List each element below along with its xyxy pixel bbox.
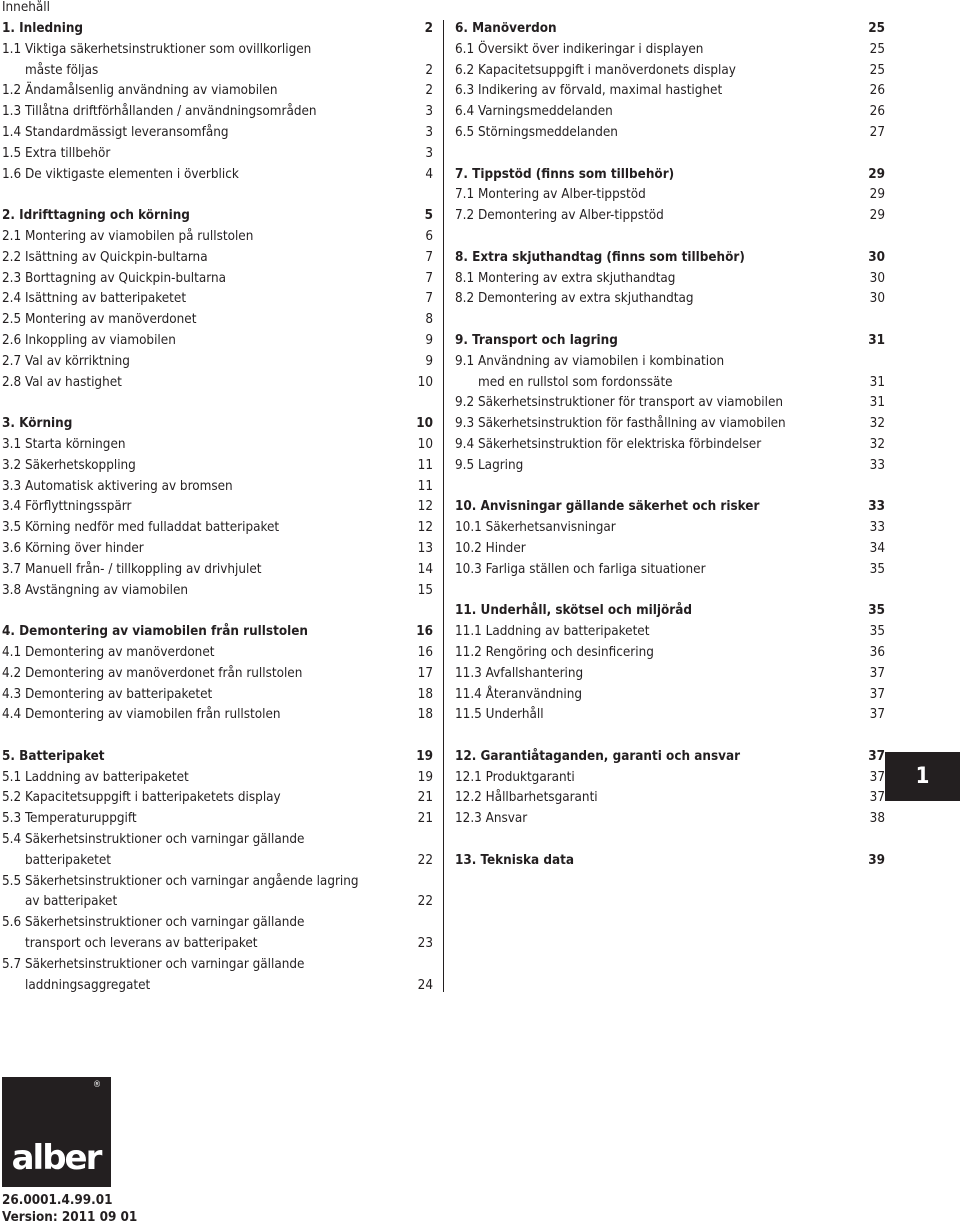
toc-entry-title [2,872,393,914]
toc-chapter-title: 10. Anvisningar gällande säkerhet och risker [455,499,760,515]
toc-page-number: 11 [417,457,433,473]
toc-entry-title: 12.2 Hållbarhetsgaranti [455,790,598,806]
toc-page-number: 16 [417,644,433,660]
toc-entry-title: 9.4 Säkerhetsinstruktion för elektriska förbindelser [455,436,762,452]
toc-page-number: 30 [869,270,885,286]
toc-entry[interactable] [455,788,885,809]
toc-page-number: 17 [417,665,433,681]
toc-page-number: 18 [417,686,433,702]
toc-page-number: 35 [869,624,885,640]
toc-chapter-title: 13. Tekniska data [455,852,574,868]
toc-section [2,19,442,185]
toc-entry-title: 12.1 Produktgaranti [455,769,575,785]
toc-entry[interactable] [455,643,885,664]
toc-entry[interactable] [455,393,885,414]
toc-page-number: 5 [424,208,433,224]
toc-entry[interactable] [2,269,442,290]
toc-chapter-title: 11. Underhåll, skötsel och miljöråd [455,603,692,619]
toc-page-number: 3 [425,145,433,161]
toc-page-number: 7 [425,291,433,307]
toc-entry-title [2,40,393,82]
toc-entry[interactable] [455,269,885,290]
toc-entry-title-line1: 5.7 Säkerhetsinstruktioner och varningar gällande [2,956,305,972]
toc-entry-title: 9.2 Säkerhetsinstruktioner för transport av viamobilen [455,395,784,411]
toc-entry-title: 8.2 Demontering av extra skjuthandtag [455,291,694,307]
toc-entry-title [2,955,393,997]
document-meta [2,1192,137,1226]
toc-entry[interactable] [455,539,885,560]
toc-entry[interactable] [455,685,885,706]
toc-page-number: 37 [868,748,885,764]
toc-page-number: 2 [424,21,433,36]
toc-entry-title: 2.4 Isättning av batteripaketet [2,291,187,307]
toc-entry-title: 5.2 Kapacitetsuppgift i batteripaketets display [2,790,281,806]
toc-chapter-title: 1. Inledning [2,21,84,36]
toc-entry[interactable] [2,809,442,830]
toc-entry-title: 7.1 Montering av Alber-tippstöd [455,187,646,203]
toc-page-number: 26 [869,104,885,120]
toc-entry-title: 2.7 Val av körriktning [2,353,130,369]
toc-entry[interactable] [455,560,885,581]
toc-chapter-heading[interactable] [455,497,885,518]
toc-entry-title: 1.2 Ändamålsenlig användning av viamobilen [2,83,278,99]
toc-entry-title-line2: måste följas [25,62,99,78]
toc-entry-title: 11.1 Laddning av batteripaketet [455,624,650,640]
toc-page-number: 32 [869,416,885,432]
toc-entry-title-line2: laddningsaggregatet [25,977,151,993]
toc-entry[interactable] [455,768,885,789]
toc-entry[interactable] [2,664,442,685]
toc-entry-title: 2.6 Inkoppling av viamobilen [2,332,176,348]
toc-entry[interactable] [455,185,885,206]
toc-chapter-heading[interactable] [2,19,442,40]
toc-page-number: 10 [417,374,433,390]
toc-section [2,206,442,393]
page-title: Innehåll [2,0,50,15]
toc-entry[interactable] [2,144,442,165]
toc-entry-title-line2: med en rullstol som fordonssäte [478,374,673,390]
toc-page-number: 18 [417,707,433,723]
toc-entry-title: 11.4 Återanvändning [455,686,583,702]
toc-page-number: 24 [417,977,433,993]
toc-page-number: 23 [417,936,433,952]
toc-entry-title: 8.1 Montering av extra skjuthandtag [455,270,676,286]
toc-entry[interactable] [2,560,442,581]
toc-entry-title-line1: 1.1 Viktiga säkerhetsinstruktioner som ovillkorligen [2,41,312,57]
toc-page-number: 37 [869,790,885,806]
toc-entry-title: 9.5 Lagring [455,457,524,473]
toc-entry-title: 1.5 Extra tillbehör [2,145,111,161]
toc-chapter-heading[interactable] [455,601,885,622]
toc-entry-title: 6.3 Indikering av förvald, maximal hastighet [455,83,723,99]
toc-page-number: 31 [868,332,885,348]
toc-entry[interactable] [455,456,885,477]
toc-page-number: 30 [869,291,885,307]
toc-entry-title: 3.3 Automatisk aktivering av bromsen [2,478,233,494]
toc-entry-title: 3.1 Starta körningen [2,436,126,452]
toc-entry[interactable] [2,830,442,872]
toc-entry-title: 2.1 Montering av viamobilen på rullstolen [2,228,254,244]
toc-section [455,248,885,310]
toc-page-number: 38 [869,811,885,827]
toc-page-number: 12 [417,520,433,536]
toc-page-number: 9 [425,332,433,348]
toc-page-number: 2 [425,83,433,99]
toc-entry[interactable] [2,518,442,539]
toc-entry[interactable] [455,206,885,227]
toc-page-number: 11 [417,478,433,494]
toc-page-number: 33 [869,457,885,473]
toc-page-number: 2 [425,62,433,78]
toc-page-number: 34 [869,540,885,556]
toc-page-number: 15 [417,582,433,598]
toc-entry[interactable] [2,643,442,664]
toc-entry-title: 11.3 Avfallshantering [455,665,584,681]
toc-chapter-title: 2. Idrifttagning och körning [2,208,190,224]
toc-entry-title-line2: batteripaketet [25,852,111,868]
toc-chapter-heading[interactable] [455,165,885,186]
toc-page-number: 29 [868,166,885,182]
toc-entry[interactable] [2,165,442,186]
toc-chapter-title: 9. Transport och lagring [455,332,618,348]
toc-entry[interactable] [2,352,442,373]
toc-entry-title: 2.5 Montering av manöverdonet [2,312,197,328]
toc-entry[interactable] [2,913,442,955]
toc-chapter-title: 3. Körning [2,416,73,432]
toc-page-number: 9 [425,353,433,369]
toc-entry[interactable] [455,61,885,82]
toc-entry[interactable] [2,102,442,123]
toc-entry[interactable] [455,809,885,830]
toc-entry[interactable] [455,352,885,394]
toc-entry[interactable] [2,872,442,914]
toc-entry-title-line1: 9.1 Användning av viamobilen i kombination [455,353,725,369]
toc-entry-title: 3.7 Manuell från- / tillkoppling av drivhjulet [2,561,262,577]
toc-section [455,747,885,830]
toc-entry[interactable] [2,456,442,477]
toc-chapter-title: 7. Tippstöd (finns som tillbehör) [455,166,675,182]
toc-page-number: 10 [416,416,433,432]
toc-page-number: 25 [869,62,885,78]
toc-page-number: 3 [425,104,433,120]
toc-entry[interactable] [2,768,442,789]
toc-entry[interactable] [2,788,442,809]
toc-page-number: 14 [417,561,433,577]
toc-entry[interactable] [2,289,442,310]
toc-page-number: 33 [869,520,885,536]
toc-entry[interactable] [2,477,442,498]
toc-left-column [2,19,442,1017]
toc-chapter-heading[interactable] [455,747,885,768]
toc-chapter-heading[interactable] [2,206,442,227]
toc-entry[interactable] [2,40,442,82]
toc-entry-title-line2: transport och leverans av batteripaket [25,936,258,952]
toc-entry[interactable] [2,248,442,269]
toc-chapter-heading[interactable] [455,248,885,269]
toc-entry[interactable] [455,81,885,102]
document-version: Version: 2011 09 01 [2,1210,138,1225]
toc-entry[interactable] [2,81,442,102]
toc-page-number: 27 [869,124,885,140]
toc-page-number: 6 [425,228,433,244]
toc-chapter-title: 4. Demontering av viamobilen från rullstolen [2,624,308,640]
toc-page-number: 39 [868,852,885,868]
toc-entry-title-line1: 5.6 Säkerhetsinstruktioner och varningar gällande [2,915,305,931]
toc-entry-title: 4.4 Demontering av viamobilen från rullstolen [2,707,281,723]
toc-entry[interactable] [2,373,442,394]
toc-entry-title-line1: 5.5 Säkerhetsinstruktioner och varningar angående lagring [2,873,359,889]
toc-chapter-heading[interactable] [455,331,885,352]
toc-entry-title: 10.1 Säkerhetsanvisningar [455,520,616,536]
toc-page-number: 35 [869,561,885,577]
toc-chapter-title: 12. Garantiåtaganden, garanti och ansvar [455,748,741,764]
registered-mark-icon: ® [93,1080,102,1090]
toc-page-number: 25 [868,21,885,36]
toc-entry[interactable] [2,310,442,331]
chapter-tab-marker: 1 [885,752,960,801]
toc-page-number: 22 [417,852,433,868]
toc-entry[interactable] [455,518,885,539]
document-number: 26.0001.4.99.01 [2,1193,113,1208]
toc-entry-title-line1: 5.4 Säkerhetsinstruktioner och varningar gällande [2,832,305,848]
toc-entry-title [455,352,845,394]
toc-page-number: 3 [425,124,433,140]
toc-page-number: 35 [868,603,885,619]
toc-page-number: 37 [869,707,885,723]
toc-entry[interactable] [2,331,442,352]
toc-entry[interactable] [455,705,885,726]
toc-page-number: 29 [869,208,885,224]
toc-page-number: 25 [869,41,885,57]
toc-page-number: 19 [417,769,433,785]
toc-entry-title-line2: av batteripaket [25,894,118,910]
toc-entry[interactable] [455,289,885,310]
toc-page-number: 12 [417,499,433,515]
toc-entry-title: 10.3 Farliga ställen och farliga situationer [455,561,706,577]
toc-entry[interactable] [2,705,442,726]
toc-entry-title: 1.6 De viktigaste elementen i överblick [2,166,239,182]
toc-section [455,331,885,477]
toc-entry[interactable] [2,955,442,997]
toc-page-number: 26 [869,83,885,99]
toc-entry-title: 3.2 Säkerhetskoppling [2,457,136,473]
toc-page-number: 10 [417,436,433,452]
toc-page-number: 37 [869,686,885,702]
toc-page-number: 33 [868,499,885,515]
toc-entry-title: 2.3 Borttagning av Quickpin-bultarna [2,270,226,286]
toc-right-column [455,19,885,892]
toc-entry[interactable] [2,539,442,560]
toc-page-number: 13 [417,540,433,556]
column-divider [443,20,444,992]
toc-entry[interactable] [455,414,885,435]
toc-entry-title: 2.2 Isättning av Quickpin-bultarna [2,249,208,265]
toc-entry[interactable] [2,227,442,248]
toc-entry[interactable] [455,435,885,456]
toc-entry-title: 10.2 Hinder [455,540,526,556]
toc-entry[interactable] [455,664,885,685]
toc-entry[interactable] [2,685,442,706]
toc-page-number: 32 [869,436,885,452]
toc-entry-title: 7.2 Demontering av Alber-tippstöd [455,208,664,224]
toc-section [455,851,885,872]
toc-page-number: 37 [869,769,885,785]
toc-entry[interactable] [2,497,442,518]
toc-chapter-heading[interactable] [455,19,885,40]
toc-page-number: 31 [869,374,885,390]
toc-chapter-heading[interactable] [2,414,442,435]
toc-page-number: 30 [868,249,885,265]
toc-section [455,19,885,144]
toc-section [455,601,885,726]
toc-page-number: 21 [417,811,433,827]
toc-entry-title: 2.8 Val av hastighet [2,374,122,390]
toc-chapter-heading[interactable] [455,851,885,872]
toc-entry-title: 12.3 Ansvar [455,811,528,827]
toc-page-number: 16 [416,624,433,640]
toc-entry-title [2,913,393,955]
toc-section [2,747,442,997]
toc-entry-title: 9.3 Säkerhetsinstruktion för fasthållning av viamobilen [455,416,786,432]
toc-page-number: 36 [869,644,885,660]
toc-entry-title: 4.3 Demontering av batteripaketet [2,686,213,702]
toc-entry-title: 5.3 Temperaturuppgift [2,811,137,827]
toc-entry[interactable] [2,581,442,602]
toc-section [2,622,442,726]
toc-section [455,165,885,227]
toc-entry-title: 4.1 Demontering av manöverdonet [2,644,215,660]
toc-page-number: 19 [416,748,433,764]
toc-entry[interactable] [455,102,885,123]
toc-section [2,414,442,601]
toc-chapter-heading[interactable] [2,622,442,643]
toc-entry-title: 11.2 Rengöring och desinficering [455,644,654,660]
toc-page-number: 7 [425,249,433,265]
toc-entry[interactable] [2,123,442,144]
alber-wordmark-icon [2,1127,111,1187]
toc-chapter-title: 8. Extra skjuthandtag (finns som tillbehör) [455,249,745,265]
toc-entry-title: 1.3 Tillåtna driftförhållanden / användningsområden [2,104,317,120]
toc-page-number: 4 [425,166,433,182]
toc-page-number: 7 [425,270,433,286]
toc-entry[interactable] [455,123,885,144]
toc-page-number: 8 [425,312,433,328]
toc-entry-title [2,830,393,872]
toc-entry[interactable] [2,435,442,456]
toc-entry-title: 4.2 Demontering av manöverdonet från rullstolen [2,665,303,681]
toc-section [455,497,885,580]
toc-entry-title: 11.5 Underhåll [455,707,544,723]
toc-entry[interactable] [455,40,885,61]
toc-entry[interactable] [455,622,885,643]
toc-entry-title: 6.2 Kapacitetsuppgift i manöverdonets display [455,62,736,78]
toc-page-number: 22 [417,894,433,910]
toc-page-number: 31 [869,395,885,411]
toc-entry-title: 3.8 Avstängning av viamobilen [2,582,189,598]
toc-entry-title: 6.5 Störningsmeddelanden [455,124,618,140]
alber-logo [2,1077,111,1187]
toc-page-number: 37 [869,665,885,681]
toc-entry-title: 6.1 Översikt över indikeringar i displayen [455,41,704,57]
toc-chapter-heading[interactable] [2,747,442,768]
toc-entry-title: 3.6 Körning över hinder [2,540,144,556]
toc-page-number: 29 [869,187,885,203]
toc-entry-title: 5.1 Laddning av batteripaketet [2,769,189,785]
brand-text: alber [11,1138,101,1178]
toc-page-number: 21 [417,790,433,806]
toc-entry-title: 3.5 Körning nedför med fulladdat batteripaket [2,520,280,536]
toc-entry-title: 1.4 Standardmässigt leveransomfång [2,124,229,140]
toc-entry-title: 3.4 Förflyttningsspärr [2,499,132,515]
toc-chapter-title: 5. Batteripaket [2,748,105,764]
toc-entry-title: 6.4 Varningsmeddelanden [455,104,613,120]
toc-chapter-title: 6. Manöverdon [455,21,557,36]
